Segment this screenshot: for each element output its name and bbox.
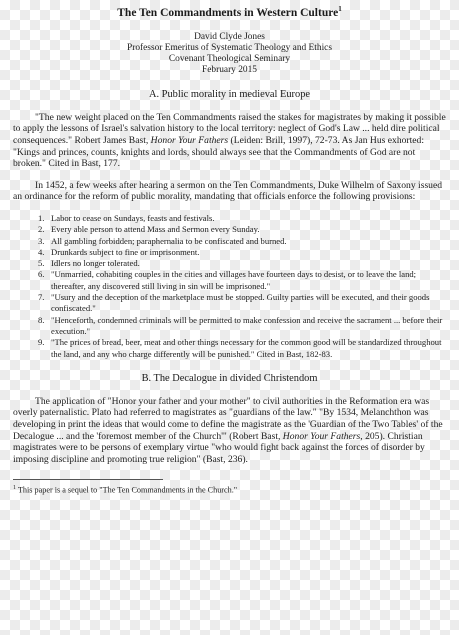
footnote-number: 1 <box>13 485 16 492</box>
ordinance-paragraph: In 1452, a few weeks after hearing a sermon on the Ten Commandments, Duke Wilhelm of Saxony issued an ordinance for the reform of public morality, mandating that officials enforce the following provisions: <box>13 179 443 203</box>
list-item: 4. Drunkards subject to fine or imprisonment. <box>38 246 200 257</box>
decalogue-paragraph: The application of "Honor your father and your mother" to civil authorities in the Reformation era was overly paternalistic. Plato had referred to magistrates as "guardians of the law." "By 1534, Melanchthon was developing in print the ideas that would come to define the magistrate as the 'Guardian of the Two Tables' of the Decalogue ... and the 'foremost member of the Church'" (Robert Bast, Honor Your Fathers, 205). Christian magistrates were to be persons of exemplary virtue "who would fight back against the forces of disorder by imposing discipline and promoting true religion" (Bast, 236). <box>13 395 443 465</box>
author-position: Professor Emeritus of Systematic Theology and Ethics <box>126 42 332 53</box>
author-date: February 2015 <box>202 64 257 75</box>
footnote-divider <box>13 479 163 480</box>
list-item: 8. "Henceforth, condemned criminals will be permitted to make confession and receive the sacrament ... before their execution." <box>38 314 443 336</box>
list-item: 3. All gambling forbidden; paraphernalia to be confiscated and burned. <box>38 235 287 246</box>
author-name: David Clyde Jones <box>194 31 265 42</box>
list-item: 1. Labor to cease on Sundays, feasts and festivals. <box>38 212 215 223</box>
list-item: 5. Idlers no longer tolerated. <box>38 258 140 269</box>
list-item: 9. "The prices of bread, beer, meat and other things necessary for the common good will be standardized throughout the land, and any who charge differently will be punished." Cited in Bast, 182-83. <box>38 337 442 359</box>
section-heading-b: B. The Decalogue in divided Christendom <box>141 372 318 384</box>
list-item: 2. Every able person to attend Mass and Sermon every Sunday. <box>38 224 260 235</box>
footnote-marker[interactable]: 1 <box>338 5 342 13</box>
quote-paragraph: "The new weight placed on the Ten Commandments raised the stakes for magistrates by making it possible to apply the lessons of Israel's salvation history to the local territory: neglect of God's Law ... held dire political consequences." Robert James Bast, Honor Your Fathers (Leiden: Brill, 1997), 72-73. As Jan Hus exhorted: "Kings and princes, counts, knights and lords, should always see that the Commandments of God are not broken." Cited in Bast, 177. <box>13 111 446 170</box>
provisions-list <box>13 213 446 360</box>
list-item: 6. "Unmarried, cohabiting couples in the cities and villages have fourteen days to desist, or to leave the land; thereafter, any discovered still living in sin will be imprisoned." <box>38 269 417 291</box>
author-block <box>13 32 446 76</box>
book-title: Honor Your Fathers <box>282 430 361 442</box>
section-heading-a: A. Public morality in medieval Europe <box>148 88 311 100</box>
book-title: Honor Your Fathers <box>150 135 229 147</box>
footnote: $^1$ This paper is a sequel to "The Ten Commandments in the Church." <box>13 485 238 496</box>
list-item: 7. "Usury and the deception of the marketplace must be stopped. Guilty parties will be executed, and their goods confiscated." <box>38 292 430 314</box>
document-title: The Ten Commandments in Western Culture$^1$ <box>117 5 342 19</box>
author-institution: Covenant Theological Seminary <box>168 53 291 64</box>
